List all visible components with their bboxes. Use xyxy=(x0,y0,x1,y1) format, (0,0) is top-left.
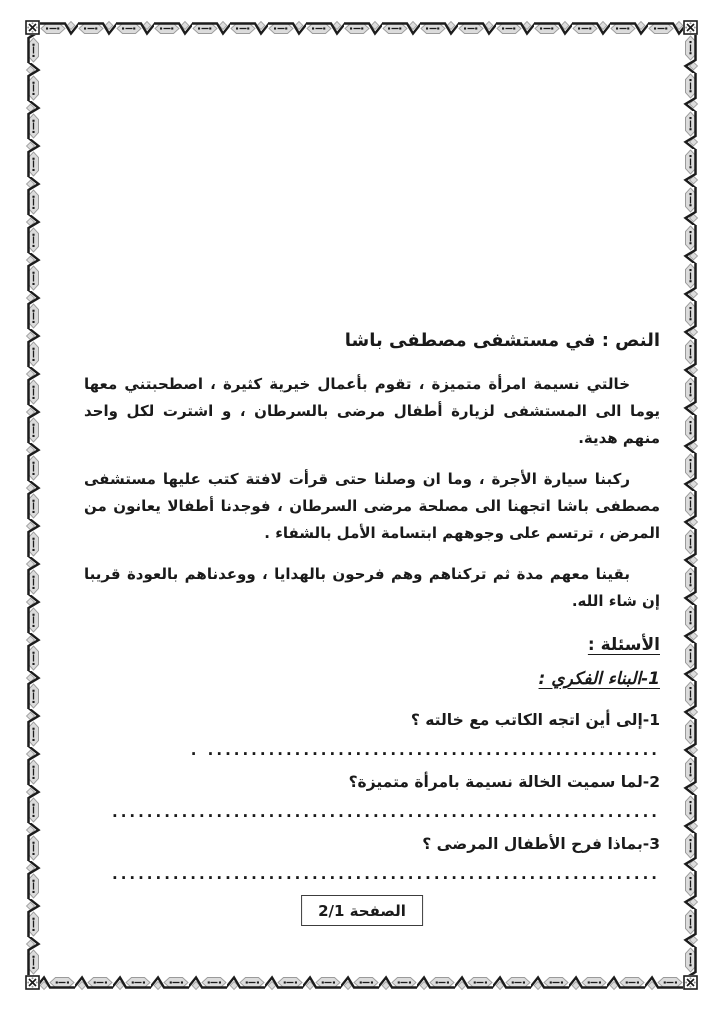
question-1 xyxy=(84,705,660,763)
question-2 xyxy=(84,767,660,825)
question-text: 3-بماذا فرح الأطفال المرضى ؟ xyxy=(422,834,660,853)
question-text: 2-لما سميت الخالة نسيمة بامرأة متميزة؟ xyxy=(348,772,660,791)
section-heading-intellectual-construction: 1-البناء الفكري : xyxy=(538,668,660,689)
border-corner-icon xyxy=(683,975,698,990)
border-corner-icon xyxy=(25,975,40,990)
question-3 xyxy=(84,829,660,887)
answer-blank-line: ............................................................... xyxy=(112,864,660,883)
page-number-box xyxy=(301,895,423,926)
page-border-left xyxy=(25,35,41,975)
paragraph-2: ركبنا سيارة الأجرة ، وما ان وصلنا حتى قرأت لافتة كتب عليها مستشفى مصطفى باشا اتجهنا الى مصلحة مرضى السرطان ، فوجدنا أطفالا يعانون من المرض ، ترتسم على وجوههم ابتسامة الأمل بالشفاء . xyxy=(84,469,660,542)
border-corner-icon xyxy=(683,20,698,35)
question-text: 1-إلى أين اتجه الكاتب مع خالته ؟ xyxy=(410,710,660,729)
page-number-label: الصفحة 2/1 xyxy=(318,902,406,920)
document-content xyxy=(84,330,660,891)
border-corner-icon xyxy=(25,20,40,35)
answer-blank-line: ............................................................... xyxy=(112,802,660,821)
paragraph-3: بقينا معهم مدة ثم تركناهم وهم فرحون بالهدايا ، ووعدناهم بالعودة قريبا إن شاء الله. xyxy=(84,564,660,610)
page-border-right xyxy=(683,35,699,975)
page-border-bottom xyxy=(40,975,683,991)
paragraph-1: خالتي نسيمة امرأة متميزة ، تقوم بأعمال خيرية كثيرة ، اصطحبتني معها يوما الى المستشفى لزيارة أطفال مرضى بالسرطان ، و اشترت لكل واحد منهم هدية. xyxy=(84,374,660,447)
answer-blank-line: .................................................... . xyxy=(190,740,660,759)
questions-heading: الأسئلة : xyxy=(587,634,660,655)
page-border-top xyxy=(40,20,683,36)
text-title: النص : في مستشفى مصطفى باشا xyxy=(344,330,660,351)
